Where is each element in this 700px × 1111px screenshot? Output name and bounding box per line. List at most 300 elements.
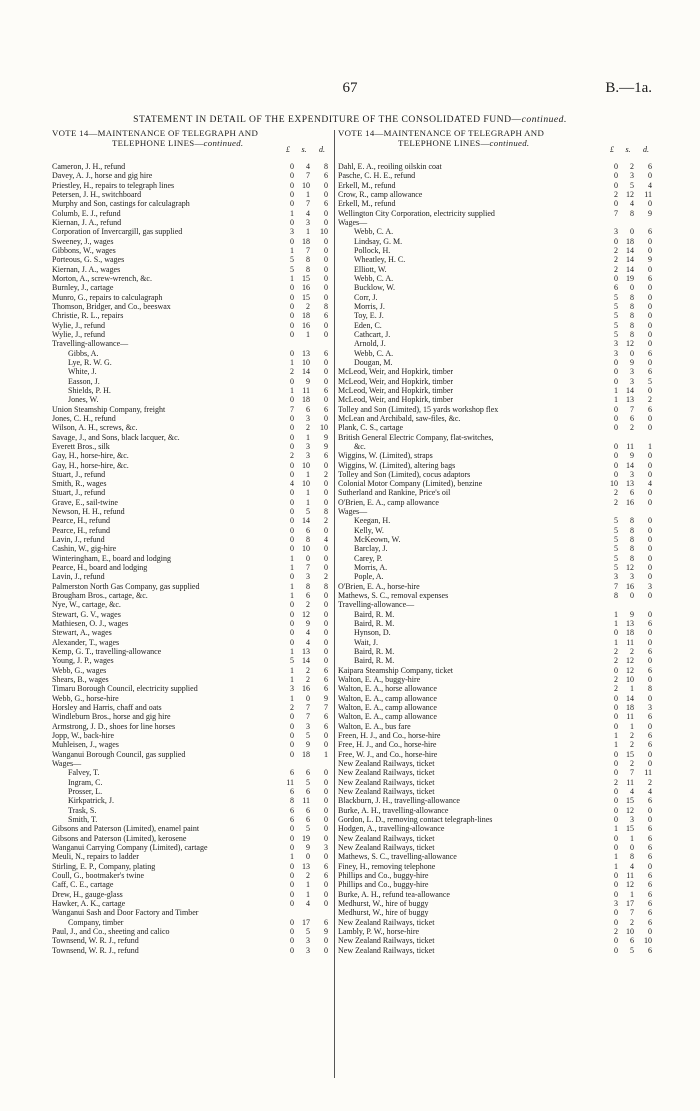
pence-amount: 7 [324, 703, 328, 713]
pence-amount: 9 [324, 432, 328, 442]
ledger-entry [338, 591, 656, 600]
vote-heading-line1: VOTE 14—MAINTENANCE OF TELEGRAPH AND [52, 128, 259, 138]
pence-amount: 0 [648, 637, 652, 647]
pounds-amount: 5 [614, 525, 618, 535]
ledger-entry [52, 572, 333, 581]
pence-amount: 0 [324, 796, 328, 806]
pounds-amount: 2 [614, 647, 618, 657]
pence-amount: 0 [324, 591, 328, 601]
payee-description: Pasche, C. H. E., refund [338, 171, 416, 181]
pounds-amount: 0 [614, 162, 618, 171]
pence-amount: 0 [648, 749, 652, 759]
payee-description: Gay, H., horse-hire, &c. [52, 451, 129, 461]
shillings-amount: 5 [306, 926, 310, 936]
pence-amount: 0 [324, 833, 328, 843]
entries-list-left [52, 162, 333, 955]
shillings-amount: 14 [626, 693, 634, 703]
pounds-amount: 0 [290, 311, 294, 321]
pounds-amount: 1 [290, 581, 294, 591]
pence-amount: 2 [648, 777, 652, 787]
ledger-entry [52, 414, 333, 423]
ledger-entry [52, 554, 333, 563]
pounds-amount: 0 [290, 301, 294, 311]
pence-amount: 0 [324, 460, 328, 470]
shillings-amount: 2 [306, 665, 310, 675]
pence-amount: 0 [648, 721, 652, 731]
ledger-entry [338, 488, 656, 497]
pounds-amount: 0 [290, 917, 294, 927]
payee-description: Jones, W. [68, 395, 99, 405]
payee-description: Baird, R. M. [354, 656, 395, 666]
ledger-entry [52, 321, 333, 330]
pence-amount: 10 [320, 227, 328, 237]
payee-description: McLeod, Weir, and Hopkirk, timber [338, 385, 454, 395]
pounds-amount: 0 [290, 945, 294, 955]
pounds-amount: 11 [286, 777, 294, 787]
payee-description: Corr, J. [354, 292, 378, 302]
shillings-amount: 2 [630, 423, 634, 433]
payee-description: Free, H. J., and Co., horse-hire [338, 740, 437, 750]
pounds-amount: 0 [614, 404, 618, 414]
pounds-amount: 0 [290, 712, 294, 722]
payee-description: Dougan, M. [354, 357, 393, 367]
ledger-entry [52, 199, 333, 208]
shillings-amount: 3 [306, 451, 310, 461]
pounds-amount: 0 [290, 609, 294, 619]
pounds-amount: 0 [614, 749, 618, 759]
pounds-amount: 6 [290, 814, 294, 824]
ledger-entry [338, 787, 656, 796]
payee-description: New Zealand Railways, ticket [338, 786, 435, 796]
payee-description: Palmerston North Gas Company, gas supplied [52, 581, 200, 591]
ledger-entry [52, 451, 333, 460]
payee-description: Jones, C. H., refund [52, 413, 116, 423]
pence-amount: 6 [648, 665, 652, 675]
shillings-amount: 0 [630, 591, 634, 601]
pounds-amount: 0 [290, 936, 294, 946]
pounds-amount: 0 [614, 376, 618, 386]
vote-heading-line1: VOTE 14—MAINTENANCE OF TELEGRAPH AND [338, 128, 545, 138]
payee-description: Travelling-allowance— [338, 600, 415, 610]
payee-description: Cameron, J. H., refund [52, 162, 126, 171]
pounds-amount: 1 [614, 861, 618, 871]
shillings-amount: 11 [626, 870, 634, 880]
ledger-entry [52, 712, 333, 721]
ledger-entry [52, 507, 333, 516]
pence-amount: 6 [648, 880, 652, 890]
pence-amount: 6 [648, 945, 652, 955]
payee-description: New Zealand Railways, ticket [338, 768, 435, 778]
shillings-amount: 1 [306, 469, 310, 479]
shillings-amount: 17 [302, 917, 310, 927]
pence-amount: 3 [324, 842, 328, 852]
payee-description: New Zealand Railways, ticket [338, 936, 435, 946]
pounds-amount: 2 [290, 367, 294, 377]
payee-description: Nye, W., cartage, &c. [52, 600, 121, 610]
payee-description: Newson, H. H., refund [52, 507, 125, 517]
payee-description: Columb, E. J., refund [52, 208, 121, 218]
pence-amount: 0 [324, 488, 328, 498]
shillings-amount: 1 [306, 329, 310, 339]
payee-description: Webb, C. A. [354, 227, 394, 237]
vote-heading-text: TELEPHONE LINES— [112, 138, 204, 148]
shillings-amount: 7 [630, 908, 634, 918]
payee-description: Winteringham, E., board and lodging [52, 553, 171, 563]
ledger-entry [338, 433, 656, 442]
payee-description: Kiernan, J. A., wages [52, 264, 121, 274]
payee-description: Medhurst, W., hire of buggy [338, 898, 429, 908]
pounds-amount: 1 [290, 553, 294, 563]
pence-amount: 0 [648, 171, 652, 181]
pence-amount: 0 [648, 264, 652, 274]
payee-description: Hynson, D. [354, 628, 391, 638]
shillings-amount: 4 [306, 208, 310, 218]
shillings-amount: 6 [306, 768, 310, 778]
payee-description: Savage, J., and Sons, black lacquer, &c. [52, 432, 180, 442]
payee-description: Kelly, W. [354, 525, 384, 535]
shillings-amount: 18 [302, 236, 310, 246]
payee-description: Elliott, W. [354, 264, 387, 274]
ledger-entry [338, 572, 656, 581]
ledger-entry [52, 927, 333, 936]
pence-amount: 6 [648, 731, 652, 741]
pence-amount: 6 [324, 870, 328, 880]
pounds-amount: 5 [614, 516, 618, 526]
pounds-amount: 5 [614, 329, 618, 339]
payee-description: Gibsons and Paterson (Limited), enamel paint [52, 824, 200, 834]
shillings-amount: 14 [626, 245, 634, 255]
pence-amount: 0 [324, 367, 328, 377]
payee-description: Pople, A. [354, 572, 384, 582]
payee-description: Baird, R. M. [354, 647, 395, 657]
pence-amount: 0 [324, 395, 328, 405]
ledger-entry [338, 871, 656, 880]
pence-amount: 9 [324, 693, 328, 703]
shillings-amount: 8 [630, 535, 634, 545]
pence-amount: 0 [648, 357, 652, 367]
ledger-entry [338, 162, 656, 171]
ledger-entry [338, 479, 656, 488]
payee-description: Murphy and Son, castings for calculagraph [52, 199, 190, 209]
ledger-entry [338, 862, 656, 871]
payee-description: Kaipara Steamship Company, ticket [338, 665, 454, 675]
pounds-amount: 2 [290, 703, 294, 713]
ledger-entry [52, 498, 333, 507]
payee-description: Arnold, J. [354, 339, 386, 349]
shillings-amount: 9 [306, 740, 310, 750]
ledger-entry [338, 209, 656, 218]
payee-description: McLean and Archibald, saw-files, &c. [338, 413, 461, 423]
ledger-entry [52, 563, 333, 572]
payee-description: Carey, P. [354, 553, 383, 563]
pounds-amount: 0 [614, 917, 618, 927]
pence-amount: 0 [648, 339, 652, 349]
shillings-amount: 0 [306, 553, 310, 563]
payee-description: O'Brien, E. A., camp allowance [338, 497, 439, 507]
pounds-amount: 1 [290, 693, 294, 703]
payee-description: Baird, R. M. [354, 609, 395, 619]
pounds-amount: 0 [614, 451, 618, 461]
payee-description: Dahl, E. A., reoiling oilskin coat [338, 162, 442, 171]
pounds-amount: 0 [290, 544, 294, 554]
pence-amount: 0 [648, 460, 652, 470]
pounds-amount: 0 [614, 199, 618, 209]
payee-description: Brougham Bros., cartage, &c. [52, 591, 148, 601]
payee-description: Caff, C. E., cartage [52, 880, 114, 890]
payee-description: Wages— [52, 759, 82, 768]
pounds-amount: 5 [614, 535, 618, 545]
pounds-amount: 1 [290, 385, 294, 395]
pence-amount: 0 [324, 329, 328, 339]
pence-amount: 0 [648, 292, 652, 302]
shillings-amount: 10 [302, 544, 310, 554]
shillings-amount: 3 [306, 413, 310, 423]
pence-amount: 6 [324, 684, 328, 694]
pence-amount: 0 [648, 516, 652, 526]
pence-amount: 0 [648, 320, 652, 330]
shillings-amount: 0 [306, 852, 310, 862]
ledger-entry [52, 526, 333, 535]
shillings-amount: 11 [302, 385, 310, 395]
ledger-entry [52, 656, 333, 665]
pence-amount: 0 [324, 824, 328, 834]
pence-amount: 0 [324, 619, 328, 629]
pence-amount: 0 [324, 376, 328, 386]
payee-description: Gibsons and Paterson (Limited), kerosene [52, 833, 187, 843]
ledger-entry [52, 787, 333, 796]
shillings-amount: 5 [306, 731, 310, 741]
pounds-amount: 0 [614, 712, 618, 722]
shillings-amount: 3 [306, 936, 310, 946]
shillings-amount: 8 [630, 292, 634, 302]
pounds-amount: 0 [290, 180, 294, 190]
ledger-entry [338, 666, 656, 675]
payee-description: Lambly, P. W., horse-hire [338, 926, 420, 936]
pence-amount: 0 [324, 898, 328, 908]
payee-description: Erkell, M., refund [338, 199, 396, 209]
ledger-entry [338, 675, 656, 684]
ledger-entry [52, 871, 333, 880]
pounds-amount: 0 [614, 171, 618, 181]
pounds-amount: 5 [290, 656, 294, 666]
pounds-amount: 1 [614, 619, 618, 629]
pounds-amount: 1 [290, 852, 294, 862]
ledger-entry [338, 852, 656, 861]
ledger-entry [52, 488, 333, 497]
shillings-amount: 1 [306, 889, 310, 899]
shillings-amount: 3 [630, 469, 634, 479]
ledger-entry [52, 190, 333, 199]
pounds-amount: 1 [614, 385, 618, 395]
payee-description: Plank, C. S., cartage [338, 423, 404, 433]
pence-amount: 0 [648, 413, 652, 423]
shillings-amount: 14 [626, 255, 634, 265]
pence-amount: 4 [648, 479, 652, 489]
ledger-entry [52, 899, 333, 908]
pence-amount: 0 [648, 805, 652, 815]
ledger-entry [52, 237, 333, 246]
shillings-amount: 1 [306, 488, 310, 498]
pence-amount: 6 [324, 348, 328, 358]
ledger-entry [52, 302, 333, 311]
ledger-entry [52, 358, 333, 367]
pence-amount: 0 [324, 525, 328, 535]
payee-description: New Zealand Railways, ticket [338, 945, 435, 955]
pounds-amount: 0 [290, 824, 294, 834]
ledger-entry [52, 405, 333, 414]
ledger-entry [52, 908, 333, 917]
payee-description: Gibbons, W., wages [52, 245, 116, 255]
pounds-amount: 5 [614, 320, 618, 330]
shillings-amount: 2 [306, 423, 310, 433]
shillings-amount: 18 [626, 628, 634, 638]
pence-amount: 8 [324, 581, 328, 591]
payee-description: McLeod, Weir, and Hopkirk, timber [338, 367, 454, 377]
pounds-amount: 6 [290, 786, 294, 796]
payee-description: Wanganui Sash and Door Factory and Timber [52, 908, 199, 918]
shillings-amount: 18 [626, 236, 634, 246]
pounds-amount: 8 [614, 591, 618, 601]
shillings-amount: 10 [626, 926, 634, 936]
shillings-amount: 8 [306, 264, 310, 274]
ledger-entry [338, 946, 656, 955]
shillings-amount: 11 [626, 637, 634, 647]
payee-description: Eden, C. [354, 320, 382, 330]
pence-amount: 0 [324, 255, 328, 265]
pounds-amount: 2 [614, 488, 618, 498]
ledger-entry [52, 582, 333, 591]
pounds-amount: 0 [614, 469, 618, 479]
shillings-amount: 13 [626, 479, 634, 489]
pence-amount: 0 [648, 301, 652, 311]
payee-description: Falvey, T. [68, 768, 100, 778]
pence-amount: 6 [648, 908, 652, 918]
shillings-amount: 12 [626, 665, 634, 675]
shillings-amount: 7 [630, 768, 634, 778]
pounds-amount: 0 [290, 880, 294, 890]
ledger-entry [52, 694, 333, 703]
payee-description: Wylie, J., refund [52, 320, 106, 330]
pence-amount: 9 [324, 441, 328, 451]
payee-description: Morton, A., screw-wrench, &c. [52, 273, 152, 283]
pence-amount: 0 [648, 656, 652, 666]
shillings-amount: 14 [626, 385, 634, 395]
pounds-amount: 0 [290, 329, 294, 339]
shillings-amount: 13 [626, 395, 634, 405]
ledger-entry [52, 684, 333, 693]
pence-amount: 0 [324, 814, 328, 824]
ledger-entry [52, 349, 333, 358]
pounds-amount: 0 [290, 413, 294, 423]
ledger-entry [338, 918, 656, 927]
pence-amount: 6 [648, 619, 652, 629]
page-number: 67 [342, 80, 358, 96]
pounds-amount: 0 [614, 413, 618, 423]
pence-amount: 0 [324, 852, 328, 862]
pence-amount: 0 [324, 945, 328, 955]
shillings-amount: 6 [630, 413, 634, 423]
shillings-amount: 8 [630, 208, 634, 218]
page-reference: B.—1a. [605, 80, 652, 96]
ledger-entry [338, 377, 656, 386]
ledger-entry [338, 330, 656, 339]
pence-amount: 9 [648, 208, 652, 218]
payee-description: Trask, S. [68, 805, 97, 815]
ledger-entry [52, 544, 333, 553]
pence-amount: 6 [324, 721, 328, 731]
pence-amount: 2 [324, 469, 328, 479]
pounds-amount: 0 [614, 367, 618, 377]
pounds-amount: 0 [614, 357, 618, 367]
shillings-amount: 18 [302, 749, 310, 759]
payee-description: Wanganui Borough Council, gas supplied [52, 749, 186, 759]
ledger-entry [338, 535, 656, 544]
ledger-entry [338, 899, 656, 908]
ledger-entry [52, 843, 333, 852]
shillings-amount: 16 [302, 320, 310, 330]
ledger-entry [52, 740, 333, 749]
payee-description: Free, W. J., and Co., horse-hire [338, 749, 438, 759]
payee-description: Grave, E., sail-twine [52, 497, 118, 507]
pence-amount: 10 [644, 936, 652, 946]
pounds-amount: 1 [290, 245, 294, 255]
pence-amount: 6 [648, 889, 652, 899]
pence-amount: 0 [324, 273, 328, 283]
pence-amount: 6 [324, 451, 328, 461]
shillings-amount: 4 [306, 637, 310, 647]
payee-description: Phillips and Co., buggy-hire [338, 880, 429, 890]
pence-amount: 0 [324, 283, 328, 293]
pence-amount: 6 [648, 833, 652, 843]
payee-description: Muhleisen, J., wages [52, 740, 119, 750]
ledger-entry [52, 209, 333, 218]
pounds-amount: 1 [290, 208, 294, 218]
pounds-amount: 0 [290, 199, 294, 209]
shillings-amount: 6 [630, 488, 634, 498]
payee-description: Kirkpatrick, J. [68, 796, 114, 806]
payee-description: New Zealand Railways, ticket [338, 777, 435, 787]
payee-description: Horsley and Harris, chaff and oats [52, 703, 162, 713]
ledger-entry [338, 759, 656, 768]
pounds-amount: 0 [290, 535, 294, 545]
shillings-amount: 12 [626, 880, 634, 890]
pounds-amount: 0 [614, 889, 618, 899]
pence-amount: 6 [648, 647, 652, 657]
ledger-entry [52, 442, 333, 451]
payee-description: Baird, R. M. [354, 619, 395, 629]
payee-description: Everett Bros., silk [52, 441, 110, 451]
pounds-amount: 0 [290, 376, 294, 386]
payee-description: Colonial Motor Company (Limited), benzine [338, 479, 483, 489]
payee-description: Wellington City Corporation, electricity supplied [338, 208, 495, 218]
pence-amount: 0 [324, 236, 328, 246]
pence-amount: 0 [324, 544, 328, 554]
pounds-amount: 2 [614, 926, 618, 936]
ledger-entry [338, 423, 656, 432]
shillings-amount: 12 [626, 339, 634, 349]
ledger-entry [52, 918, 333, 927]
ledger-entry [52, 806, 333, 815]
pounds-amount: 0 [290, 395, 294, 405]
shillings-amount: 3 [306, 945, 310, 955]
pounds-amount: 10 [610, 479, 618, 489]
payee-description: Kiernan, J. A., refund [52, 217, 122, 227]
pounds-amount: 2 [614, 777, 618, 787]
ledger-entry [52, 628, 333, 637]
pence-amount: 0 [324, 768, 328, 778]
shillings-amount: 10 [626, 675, 634, 685]
pounds-amount: 0 [614, 759, 618, 768]
